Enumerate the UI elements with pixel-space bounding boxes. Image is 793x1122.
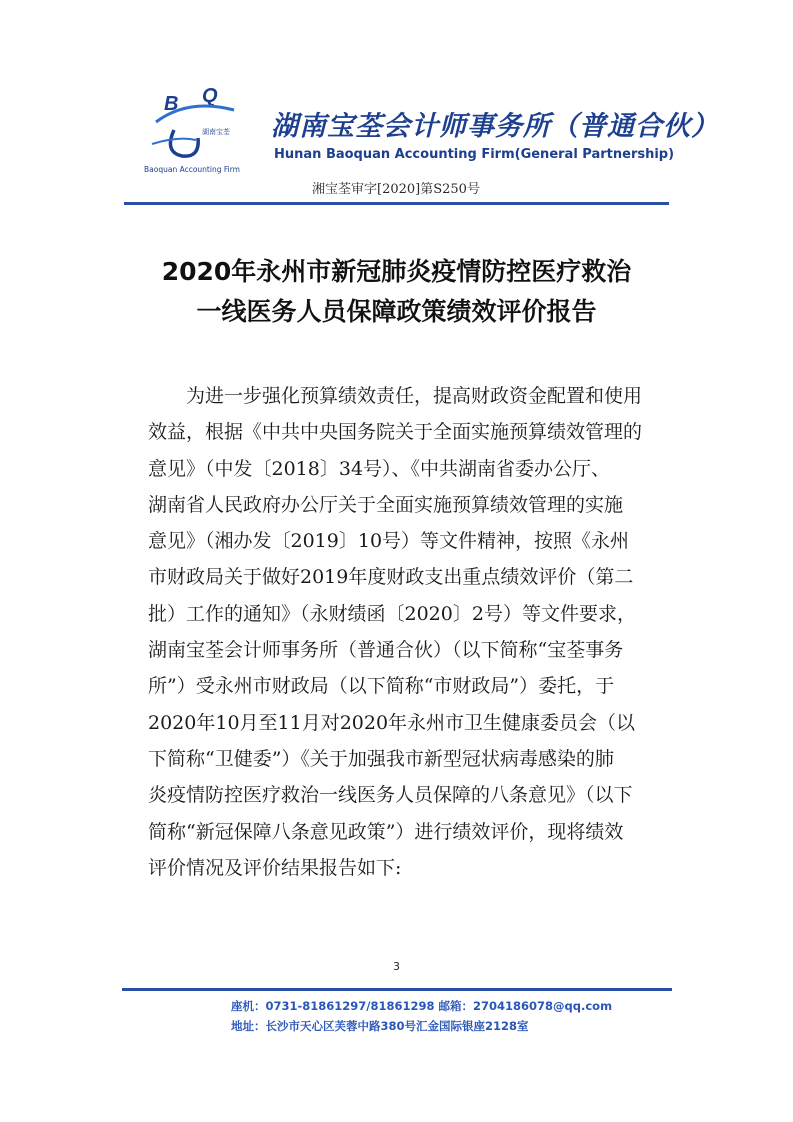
firm-name-en: Hunan Baoquan Accounting Firm(General Partnership) bbox=[274, 147, 675, 162]
page-number: 3 bbox=[393, 960, 400, 973]
body-line: 简称“新冠保障八条意见政策”）进行绩效评价，现将绩效 bbox=[148, 820, 624, 843]
logo-brand-en: Baoquan Accounting Firm bbox=[144, 165, 240, 174]
body-line: 评价情况及评价结果报告如下: bbox=[148, 856, 402, 879]
body-line: 批）工作的通知》（永财绩函〔2020〕2号）等文件要求， bbox=[148, 602, 636, 625]
logo-letter-q: Q bbox=[202, 85, 218, 107]
body-line: 意见》（湘办发〔2019〕10号）等文件精神，按照《永州 bbox=[148, 530, 630, 553]
logo-brand-cn: 湖南宝荃 bbox=[202, 128, 230, 136]
title-line: 2020年永州市新冠肺炎疫情防控医疗救治 bbox=[161, 257, 632, 286]
firm-logo bbox=[138, 80, 250, 178]
body-line: 意见》（中发〔2018〕34号）、《中共湖南省委办公厅、 bbox=[148, 457, 611, 480]
header-divider bbox=[124, 202, 669, 205]
body-line: 效益，根据《中共中央国务院关于全面实施预算绩效管理的 bbox=[148, 421, 643, 444]
body-line: 为进一步强化预算绩效责任，提高财政资金配置和使用 bbox=[186, 385, 643, 407]
footer-address: 地址：长沙市天心区芙蓉中路380号汇金国际银座2128室 bbox=[231, 1019, 529, 1033]
body-line: 湖南省人民政府办公厅关于全面实施预算绩效管理的实施 bbox=[148, 493, 624, 516]
firm-logo-graphic bbox=[138, 80, 250, 178]
body-line: 炎疫情防控医疗救治一线医务人员保障的八条意见》（以下 bbox=[148, 784, 633, 807]
title-line: 一线医务人员保障政策绩效评价报告 bbox=[196, 297, 597, 326]
footer-divider bbox=[122, 988, 672, 991]
report-title bbox=[100, 252, 693, 332]
logo-swoosh-accent bbox=[152, 139, 196, 144]
logo-swoosh-lower bbox=[170, 130, 198, 156]
body-line: 所”）受永州市财政局（以下简称“市财政局”）委托，于 bbox=[148, 675, 615, 698]
report-body bbox=[148, 378, 660, 886]
body-line: 市财政局关于做好2019年度财政支出重点绩效评价（第二 bbox=[148, 566, 634, 589]
footer-contact: 座机：0731-81861297/81861298 邮箱：2704186078@qq.com bbox=[231, 999, 613, 1013]
body-line: 2020年10月至11月对2020年永州市卫生健康委员会（以 bbox=[148, 711, 636, 734]
firm-name-cn: 湖南宝荃会计师事务所（普通合伙） bbox=[271, 111, 719, 142]
body-line: 下简称“卫健委”）《关于加强我市新型冠状病毒感染的肺 bbox=[148, 747, 614, 770]
reference-number: 湘宝荃审字[2020]第S250号 bbox=[312, 182, 480, 197]
logo-letter-b: B bbox=[164, 93, 179, 115]
body-line: 湖南宝荃会计师事务所（普通合伙）（以下简称“宝荃事务 bbox=[148, 639, 624, 662]
